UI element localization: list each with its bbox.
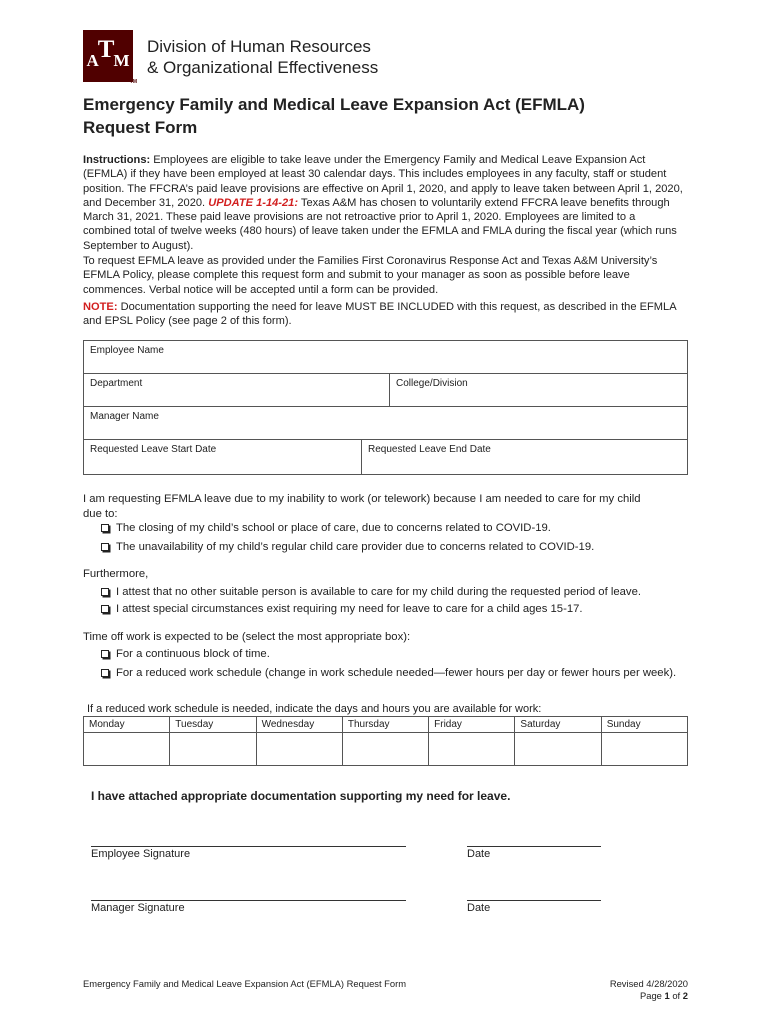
instructions-text-b: Texas A&M has chosen to voluntarily extend FFCRA leave benefits through March 31, 2021. These paid leave provisions are not retroactive prior to April 1, 2020. Employees are limited to a combined total of twelve weeks (480 hours) of leave taken under the EFMLA and FMLA during the fiscal year (which runs September to August). xyxy=(83,196,677,252)
documentation-statement: I have attached appropriate documentation supporting my need for leave. xyxy=(91,789,511,803)
furthermore-label: Furthermore, xyxy=(83,568,149,580)
logo-trademark: TM xyxy=(129,79,137,85)
dept-line-2: & Organizational Effectiveness xyxy=(147,58,379,77)
instructions-text-a: Employees are eligible to take leave under the Emergency Family and Medical Leave Expansion Act (EFMLA) if they have been employed at least 30 calendar days. This includes employees in any faculty, staff or student position. The FFCRA’s paid leave provisions are effective on April 1, 2020, and apply to leave taken between April 1, 2020, and December 31, 2020. xyxy=(83,154,683,209)
logo-letter-t: T xyxy=(97,36,115,63)
note-text: Documentation supporting the need for leave MUST BE INCLUDED with this request, as described in the EFMLA and EPSL Policy (see page 2 of this form). xyxy=(83,301,676,328)
reason-option-provider[interactable] xyxy=(101,541,594,553)
manager-date-line[interactable] xyxy=(467,900,601,901)
dept-line-1: Division of Human Resources xyxy=(147,37,371,56)
timeoff-label: Time off work is expected to be (select the most appropriate box): xyxy=(83,631,411,643)
request-paragraph: To request EFMLA leave as provided under the Families First Coronavirus Response Act and Texas A&M University’s EFMLA Policy, please complete this request form and submit to your manager as soon as possible before leave commences. Verbal notice will be accepted until a form can be provided. xyxy=(83,255,658,296)
manager-name-field[interactable] xyxy=(83,406,688,440)
note-paragraph xyxy=(83,300,683,329)
timeoff-option-reduced[interactable] xyxy=(101,667,676,679)
instructions-label: Instructions: xyxy=(83,154,151,166)
footer-form-name: Emergency Family and Medical Leave Expansion Act (EFMLA) Request Form xyxy=(83,978,407,989)
leave-end-date-label: Requested Leave End Date xyxy=(368,444,491,455)
day-header-sunday: Sunday xyxy=(601,717,687,733)
day-header-tuesday: Tuesday xyxy=(170,717,256,733)
day-hours-saturday[interactable] xyxy=(515,733,601,766)
day-hours-tuesday[interactable] xyxy=(170,733,256,766)
logo-letter-m: M xyxy=(113,51,130,70)
timeoff-option-continuous[interactable] xyxy=(101,648,270,660)
day-hours-monday[interactable] xyxy=(84,733,170,766)
employee-name-label: Employee Name xyxy=(90,345,164,356)
manager-name-label: Manager Name xyxy=(90,411,159,422)
checkbox-icon[interactable] xyxy=(101,524,109,532)
title-line-1: Emergency Family and Medical Leave Expansion Act (EFMLA) xyxy=(83,95,585,114)
checkbox-icon[interactable] xyxy=(101,669,109,677)
logo-letter-a: A xyxy=(86,51,99,70)
employee-signature-line[interactable] xyxy=(91,846,406,847)
day-header-friday: Friday xyxy=(429,717,515,733)
checkbox-icon[interactable] xyxy=(101,543,109,551)
attest-option-special-label: I attest special circumstances exist requiring my need for leave to care for a child ages 15-17. xyxy=(116,603,583,615)
checkbox-icon[interactable] xyxy=(101,605,109,613)
attest-option-special[interactable] xyxy=(101,603,583,615)
footer-revised: Revised 4/28/2020 xyxy=(609,978,688,989)
footer-page-number xyxy=(640,990,688,1001)
college-division-field[interactable] xyxy=(389,373,688,407)
department-heading xyxy=(147,36,378,78)
schedule-label: If a reduced work schedule is needed, indicate the days and hours you are available for work: xyxy=(87,703,542,715)
college-division-label: College/Division xyxy=(396,378,468,389)
manager-signature-label: Manager Signature xyxy=(91,902,185,914)
reason-option-school-label: The closing of my child’s school or place of care, due to concerns related to COVID-19. xyxy=(116,522,551,534)
attest-option-no-other[interactable] xyxy=(101,586,641,598)
department-label: Department xyxy=(90,378,143,389)
day-hours-thursday[interactable] xyxy=(342,733,428,766)
instructions-paragraph xyxy=(83,153,683,253)
leave-end-date-field[interactable] xyxy=(361,439,688,475)
leave-start-date-field[interactable] xyxy=(83,439,362,475)
of-word: of xyxy=(672,990,681,1001)
update-label: UPDATE 1-14-21: xyxy=(208,196,299,209)
checkbox-icon[interactable] xyxy=(101,588,109,596)
department-field[interactable] xyxy=(83,373,390,407)
manager-date-label: Date xyxy=(467,902,491,914)
manager-signature-line[interactable] xyxy=(91,900,406,901)
reason-intro: I am requesting EFMLA leave due to my inability to work (or telework) because I am needed to care for my child due to: xyxy=(83,493,641,520)
tamu-logo xyxy=(83,30,137,85)
checkbox-icon[interactable] xyxy=(101,650,109,658)
employee-date-line[interactable] xyxy=(467,846,601,847)
schedule-table xyxy=(83,716,688,766)
day-hours-sunday[interactable] xyxy=(601,733,687,766)
title-line-2: Request Form xyxy=(83,118,198,137)
employee-date-label: Date xyxy=(467,848,491,860)
page-word: Page xyxy=(640,990,662,1001)
page-total: 2 xyxy=(682,990,688,1001)
employee-name-field[interactable] xyxy=(83,340,688,374)
day-hours-wednesday[interactable] xyxy=(256,733,342,766)
day-header-monday: Monday xyxy=(84,717,170,733)
note-label: NOTE: xyxy=(83,301,118,313)
leave-start-date-label: Requested Leave Start Date xyxy=(90,444,217,455)
timeoff-option-reduced-label: For a reduced work schedule (change in work schedule needed—fewer hours per day or fewer hours per week). xyxy=(116,667,677,679)
page-current: 1 xyxy=(664,990,670,1001)
employee-signature-label: Employee Signature xyxy=(91,848,191,860)
day-header-thursday: Thursday xyxy=(342,717,428,733)
day-header-wednesday: Wednesday xyxy=(256,717,342,733)
day-hours-friday[interactable] xyxy=(429,733,515,766)
timeoff-option-continuous-label: For a continuous block of time. xyxy=(116,648,270,660)
page-title xyxy=(83,93,703,139)
reason-option-provider-label: The unavailability of my child’s regular child care provider due to concerns related to COVID-19. xyxy=(116,541,595,553)
attest-option-no-other-label: I attest that no other suitable person is available to care for my child during the requested period of leave. xyxy=(116,586,641,598)
day-header-saturday: Saturday xyxy=(515,717,601,733)
reason-option-school[interactable] xyxy=(101,522,551,534)
